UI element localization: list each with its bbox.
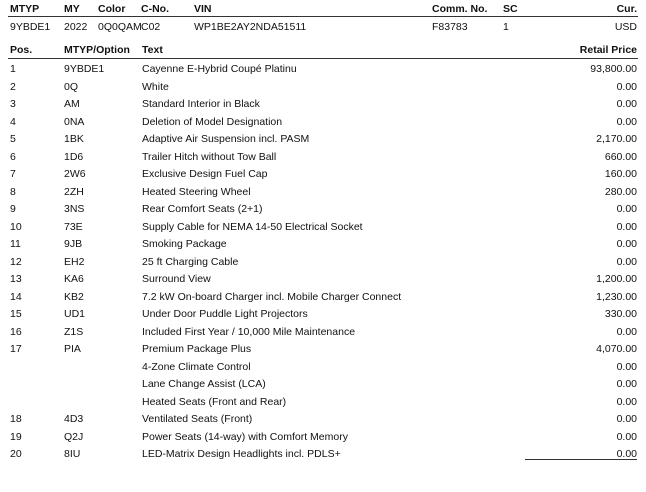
row-price: 93,800.00 (590, 63, 637, 75)
row-text: 7.2 kW On-board Charger incl. Mobile Charger Connect (142, 290, 402, 303)
header-cur-label: Cur. (616, 3, 637, 15)
header-rule (8, 16, 638, 17)
col-header-option: MTYP/Option (64, 44, 130, 56)
row-price: 0.00 (616, 448, 637, 460)
row-option-code: KB2 (64, 290, 84, 303)
row-text: Ventilated Seats (Front) (142, 413, 253, 425)
row-price: 160.00 (604, 168, 637, 180)
row-pos: 19 (10, 430, 22, 443)
header-my-label: MY (64, 3, 80, 15)
row-text: Lane Change Assist (LCA) (142, 378, 266, 390)
row-price: 0.00 (616, 98, 637, 110)
table-row (0, 96, 646, 114)
row-pos: 16 (10, 325, 22, 338)
row-price: 0.00 (616, 238, 637, 250)
row-text: Adaptive Air Suspension incl. PASM (142, 133, 310, 145)
row-pos: 15 (10, 308, 22, 320)
table-row (0, 236, 646, 254)
row-option-code: UD1 (64, 308, 86, 320)
row-text: Exclusive Design Fuel Cap (142, 168, 268, 180)
row-price: 0.00 (616, 203, 637, 215)
row-price: 330.00 (604, 308, 637, 320)
row-text: 25 ft Charging Cable (142, 255, 239, 268)
value-cur: USD (614, 21, 637, 33)
row-option-code: AM (64, 98, 80, 110)
price-underline (525, 459, 637, 460)
table-row (0, 271, 646, 289)
row-option-code: 1BK (64, 133, 84, 145)
row-pos: 17 (10, 343, 22, 355)
row-price: 0.00 (616, 80, 637, 93)
row-price: 0.00 (616, 115, 637, 128)
table-row (0, 254, 646, 272)
header-color-label: Color (98, 3, 126, 15)
row-price: 0.00 (616, 413, 637, 425)
row-option-code: KA6 (64, 273, 84, 285)
row-price: 0.00 (616, 255, 637, 268)
row-price: 0.00 (616, 360, 637, 373)
row-option-code: 8IU (64, 448, 81, 460)
value-sc: 1 (503, 21, 509, 33)
row-option-code: 9JB (64, 238, 83, 250)
row-pos: 2 (10, 80, 16, 93)
value-vin: WP1BE2AY2NDA51511 (194, 21, 307, 33)
table-row (0, 79, 646, 97)
row-text: Smoking Package (142, 238, 227, 250)
header-comm-label: Comm. No. (432, 3, 488, 15)
col-header-pos: Pos. (10, 44, 33, 56)
value-comm: F83783 (432, 21, 468, 33)
row-option-code: 4D3 (64, 413, 84, 425)
table-row (0, 184, 646, 202)
row-text: Rear Comfort Seats (2+1) (142, 203, 263, 215)
row-pos: 5 (10, 133, 16, 145)
row-text: Cayenne E-Hybrid Coupé Platinu (142, 63, 297, 75)
row-pos: 12 (10, 255, 22, 268)
row-text: Surround View (142, 273, 211, 285)
table-row (0, 376, 646, 394)
row-pos: 6 (10, 150, 16, 163)
row-price: 0.00 (616, 430, 637, 443)
row-price: 1,230.00 (596, 290, 637, 303)
row-text: Heated Steering Wheel (142, 185, 251, 198)
table-row (0, 114, 646, 132)
table-row (0, 166, 646, 184)
table-header-rule (8, 58, 638, 59)
row-price: 660.00 (604, 150, 637, 163)
table-row (0, 324, 646, 342)
row-option-code: 9YBDE1 (64, 63, 105, 75)
row-pos: 1 (10, 63, 16, 75)
table-row (0, 201, 646, 219)
row-pos: 4 (10, 115, 16, 128)
row-price: 0.00 (616, 378, 637, 390)
row-price: 0.00 (616, 220, 637, 233)
row-option-code: Z1S (64, 325, 84, 338)
row-pos: 18 (10, 413, 22, 425)
row-pos: 8 (10, 185, 16, 198)
row-pos: 14 (10, 290, 22, 303)
table-row (0, 341, 646, 359)
col-header-price: Retail Price (579, 44, 637, 56)
table-row (0, 131, 646, 149)
row-option-code: 1D6 (64, 150, 84, 163)
row-text: Trailer Hitch without Tow Ball (142, 150, 277, 163)
row-pos: 10 (10, 220, 22, 233)
row-text: White (142, 80, 169, 93)
col-header-text: Text (142, 44, 163, 56)
row-text: Premium Package Plus (142, 343, 252, 355)
row-pos: 20 (10, 448, 22, 460)
table-row (0, 411, 646, 429)
row-text: Supply Cable for NEMA 14-50 Electrical Socket (142, 220, 363, 233)
row-text: LED-Matrix Design Headlights incl. PDLS+ (142, 448, 341, 460)
row-option-code: Q2J (64, 430, 84, 443)
row-option-code: 2ZH (64, 185, 84, 198)
row-text: Deletion of Model Designation (142, 115, 283, 128)
value-mtyp: 9YBDE1 (10, 21, 51, 33)
table-row (0, 394, 646, 412)
row-price: 1,200.00 (596, 273, 637, 285)
header-vin-label: VIN (194, 3, 212, 15)
row-price: 0.00 (616, 395, 637, 408)
header-cno-label: C-No. (141, 3, 169, 15)
row-price: 2,170.00 (596, 133, 637, 145)
row-price: 0.00 (616, 325, 637, 338)
header-mtyp-label: MTYP (10, 3, 40, 15)
row-text: Power Seats (14-way) with Comfort Memory (142, 430, 348, 443)
row-option-code: 0NA (64, 115, 85, 128)
row-pos: 7 (10, 168, 16, 180)
value-my: 2022 (64, 21, 88, 33)
row-text: Heated Seats (Front and Rear) (142, 395, 287, 408)
header-sc-label: SC (503, 3, 518, 15)
table-row (0, 446, 646, 464)
table-row (0, 61, 646, 79)
row-pos: 9 (10, 203, 16, 215)
row-price: 4,070.00 (596, 343, 637, 355)
value-color: 0Q0QAM (98, 21, 142, 33)
table-row (0, 359, 646, 377)
row-pos: 11 (10, 238, 21, 250)
row-option-code: EH2 (64, 255, 85, 268)
row-option-code: 73E (64, 220, 83, 233)
row-price: 280.00 (604, 185, 637, 198)
table-row (0, 149, 646, 167)
row-option-code: 2W6 (64, 168, 86, 180)
table-row (0, 306, 646, 324)
row-text: Included First Year / 10,000 Mile Maintenance (142, 325, 356, 338)
table-row (0, 219, 646, 237)
row-text: Standard Interior in Black (142, 98, 260, 110)
row-option-code: 0Q (64, 80, 79, 93)
value-cno: C02 (141, 21, 161, 33)
row-option-code: PIA (64, 343, 81, 355)
table-row (0, 289, 646, 307)
row-pos: 3 (10, 98, 16, 110)
row-pos: 13 (10, 273, 22, 285)
table-row (0, 429, 646, 447)
row-text: Under Door Puddle Light Projectors (142, 308, 308, 320)
row-option-code: 3NS (64, 203, 85, 215)
row-text: 4-Zone Climate Control (142, 360, 251, 373)
